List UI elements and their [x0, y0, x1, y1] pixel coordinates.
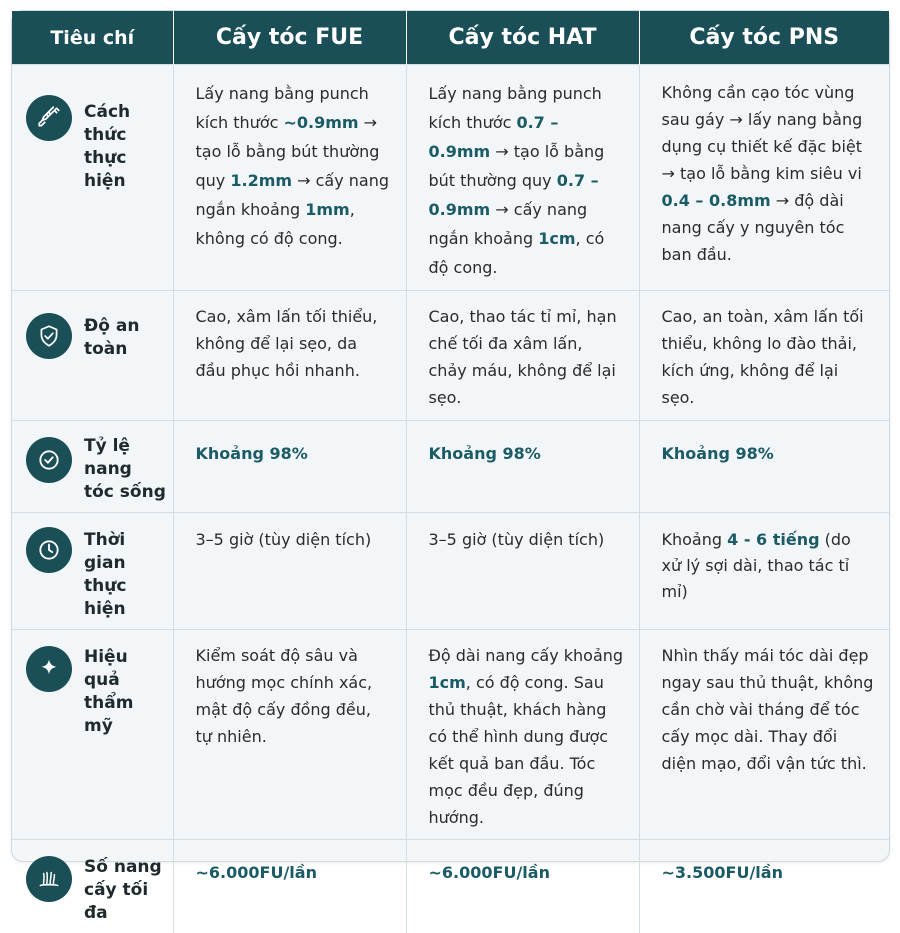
highlight-value: 0.7 – 0.9mm: [429, 113, 559, 161]
row-safety: [12, 291, 889, 421]
cell-duration-pns: [639, 513, 889, 630]
cell-safety-pns: Cao, an toàn, xâm lấn tối thiểu, không lo đào thải, kích ứng, không để lại sẹo.: [639, 291, 889, 421]
criterion-cell: [12, 65, 173, 291]
cell-method-fue: [173, 65, 406, 291]
text-segment: → tạo lỗ bằng bút thường quy: [429, 142, 605, 190]
text-segment: → cấy nang ngắn khoảng: [429, 200, 588, 248]
criterion-label: Thời gian thực hiện: [84, 527, 167, 621]
syringe-icon: [26, 95, 72, 141]
criterion-cell: [12, 630, 173, 840]
cell-max-grafts-fue: ~6.000FU/lần: [173, 840, 406, 933]
text-segment: , có độ cong. Sau thủ thuật, khách hàng có thể hình dung được kết quả ban đầu. Tóc mọc đều đẹp, đúng hướng.: [429, 673, 609, 827]
cell-aesthetic-hat: [406, 630, 639, 840]
criterion-label: Độ an toàn: [84, 313, 167, 361]
cell-duration-fue: 3–5 giờ (tùy diện tích): [173, 513, 406, 630]
text-segment: Khoảng: [662, 530, 728, 549]
cell-duration-hat: 3–5 giờ (tùy diện tích): [406, 513, 639, 630]
cell-survival-hat: Khoảng 98%: [406, 421, 639, 513]
highlight-value: 1cm: [538, 229, 575, 248]
row-duration: [12, 513, 889, 630]
shield-check-icon: [26, 313, 72, 359]
highlight-value: 1mm: [305, 200, 349, 219]
highlight-value: 0.4 – 0.8mm: [662, 191, 771, 210]
cell-survival-fue: Khoảng 98%: [173, 421, 406, 513]
header-fue: Cấy tóc FUE: [173, 11, 406, 65]
text-segment: , có độ cong.: [429, 229, 605, 277]
criterion-label: Số nang cấy tối đa: [84, 856, 167, 925]
text-segment: Độ dài nang cấy khoảng: [429, 646, 624, 665]
cell-survival-pns: Khoảng 98%: [639, 421, 889, 513]
header-hat: Cấy tóc HAT: [406, 11, 639, 65]
text-segment: → tạo lỗ bằng bút thường quy: [196, 113, 380, 190]
hair-follicle-icon: [26, 856, 72, 902]
cell-method-pns: [639, 65, 889, 291]
sparkle-icon: [26, 646, 72, 692]
header-criterion: Tiêu chí: [12, 11, 173, 65]
cell-max-grafts-hat: ~6.000FU/lần: [406, 840, 639, 933]
comparison-table: [11, 10, 890, 862]
row-max-grafts: [12, 840, 889, 933]
criterion-cell: [12, 291, 173, 421]
criterion-label: Hiệu quả thẩm mỹ: [84, 646, 167, 738]
row-survival: [12, 421, 889, 513]
highlight-value: ~0.9mm: [283, 113, 358, 132]
criterion-cell: [12, 840, 173, 933]
row-aesthetic: [12, 630, 889, 840]
cell-max-grafts-pns: ~3.500FU/lần: [639, 840, 889, 933]
text-segment: → độ dài nang cấy y nguyên tóc ban đầu.: [662, 191, 845, 264]
highlight-value: 4 - 6 tiếng: [727, 530, 819, 549]
criterion-label: Tỷ lệ nang tóc sống: [84, 435, 167, 504]
text-segment: Lấy nang bằng punch kích thước: [429, 84, 602, 132]
criterion-label: Cách thức thực hiện: [84, 99, 167, 193]
highlight-value: 0.7 – 0.9mm: [429, 171, 599, 219]
cell-aesthetic-pns: Nhìn thấy mái tóc dài đẹp ngay sau thủ thuật, không cần chờ vài tháng để tóc cấy mọc dài. Thay đổi diện mạo, đổi vận tức thì.: [639, 630, 889, 840]
highlight-value: 1cm: [429, 673, 466, 692]
row-method: [12, 65, 889, 291]
text-segment: (do xử lý sợi dài, thao tác tỉ mỉ): [662, 530, 851, 601]
criterion-cell: [12, 513, 173, 630]
header-pns: Cấy tóc PNS: [639, 11, 889, 65]
cell-safety-fue: Cao, xâm lấn tối thiểu, không để lại sẹo, da đầu phục hồi nhanh.: [173, 291, 406, 421]
clock-icon: [26, 527, 72, 573]
cell-aesthetic-fue: Kiểm soát độ sâu và hướng mọc chính xác, mật độ cấy đồng đều, tự nhiên.: [173, 630, 406, 840]
highlight-value: 1.2mm: [230, 171, 292, 190]
check-circle-icon: [26, 437, 72, 483]
criterion-cell: [12, 421, 173, 513]
text-segment: , không có độ cong.: [196, 200, 355, 248]
cell-method-hat: [406, 65, 639, 291]
text-segment: Lấy nang bằng punch kích thước: [196, 84, 369, 132]
cell-safety-hat: Cao, thao tác tỉ mỉ, hạn chế tối đa xâm lấn, chảy máu, không để lại sẹo.: [406, 291, 639, 421]
comparison-grid: [12, 11, 889, 933]
text-segment: Không cần cạo tóc vùng sau gáy → lấy nang bằng dụng cụ thiết kế đặc biệt → tạo lỗ bằng kim siêu vi: [662, 83, 863, 183]
text-segment: → cấy nang ngắn khoảng: [196, 171, 390, 219]
header-row: [12, 11, 889, 65]
